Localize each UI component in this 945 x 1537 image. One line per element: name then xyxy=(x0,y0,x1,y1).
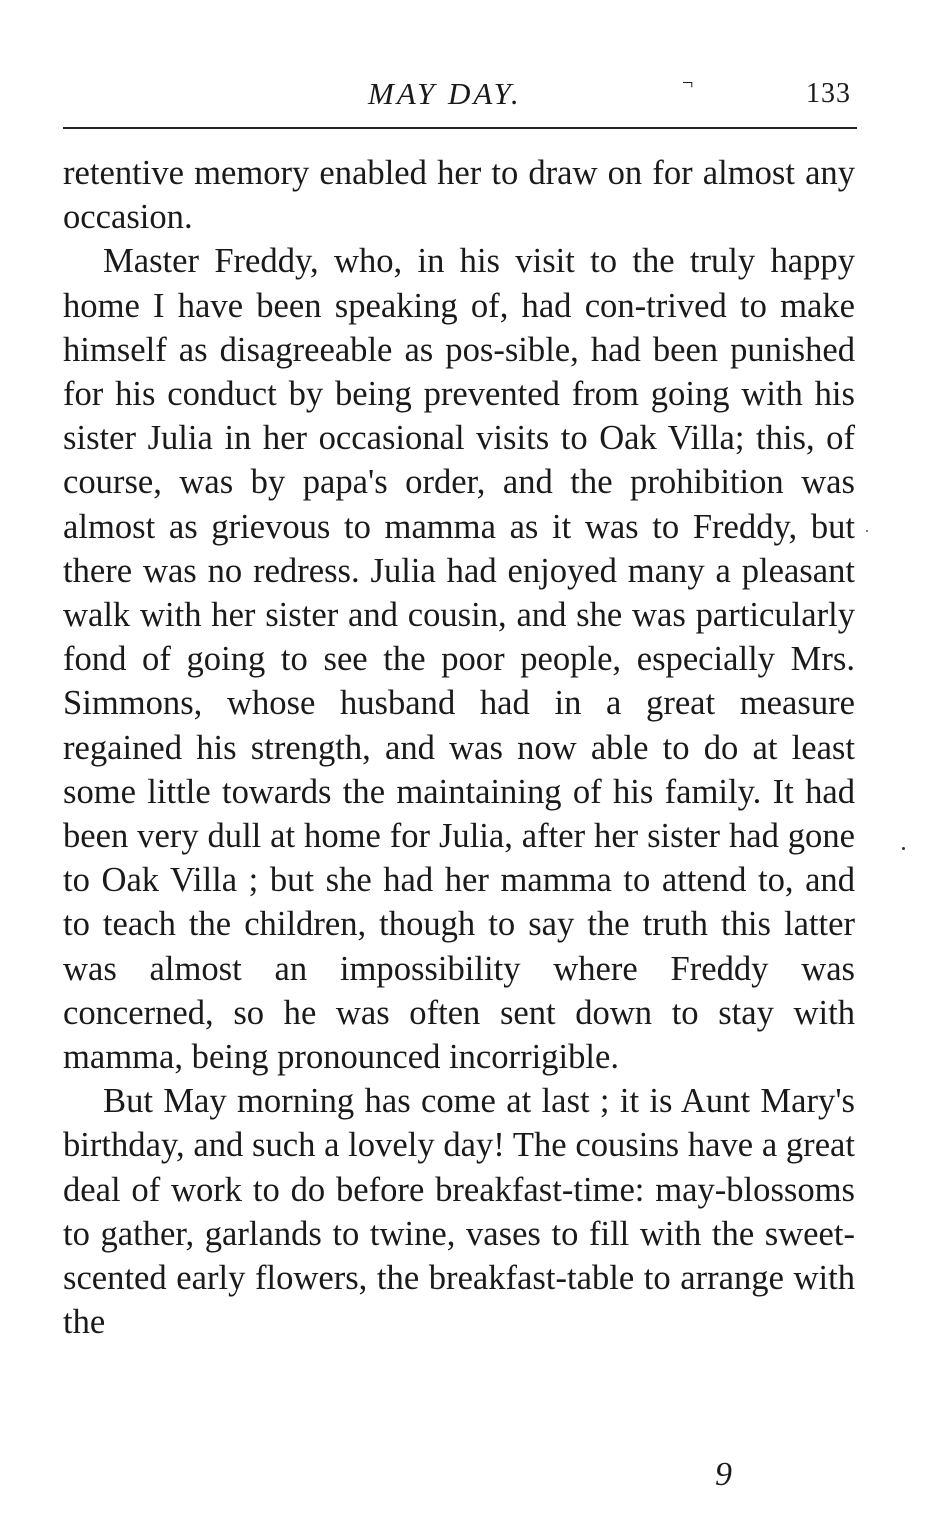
body-text xyxy=(63,151,855,1344)
ink-speck xyxy=(866,530,868,532)
paragraph-continuation: retentive memory enabled her to draw on for almost any occasion. xyxy=(63,154,855,237)
running-title: MAY DAY. xyxy=(368,76,522,111)
ink-speck xyxy=(902,847,905,850)
printer-mark: ¬ xyxy=(682,72,694,94)
paragraph: But May morning has come at last ; it is Aunt Mary's birthday, and such a lovely day! The cousins have a great deal of work to do before breakfast-time: may-blossoms to gather, garlands to twine, vases to fill with the sweet-scented early flowers, the breakfast-table to arrange with the xyxy=(63,1082,855,1342)
paragraph: Master Freddy, who, in his visit to the truly happy home I have been speaking of, had con-trived to make himself as disagreeable as pos-sible, had been punished for his conduct by being prevented from going with his sister Julia in her occasional visits to Oak Villa; this, of course, was by papa's order, and the prohibition was almost as grievous to mamma as it was to Freddy, but there was no redress. Julia had enjoyed many a pleasant walk with her sister and cousin, and she was particularly fond of going to see the poor people, especially Mrs. Simmons, whose husband had in a great measure regained his strength, and was now able to do at least some little towards the maintaining of his family. It had been very dull at home for Julia, after her sister had gone to Oak Villa ; but she had her mamma to attend to, and to teach the children, though to say the truth this latter was almost an impossibility where Freddy was concerned, so he was often sent down to stay with mamma, being pronounced incorrigible. xyxy=(63,242,855,1077)
page-number: 133 xyxy=(806,78,851,109)
header-rule xyxy=(63,127,857,129)
signature-mark: 9 xyxy=(715,1456,732,1493)
running-head xyxy=(0,72,945,122)
